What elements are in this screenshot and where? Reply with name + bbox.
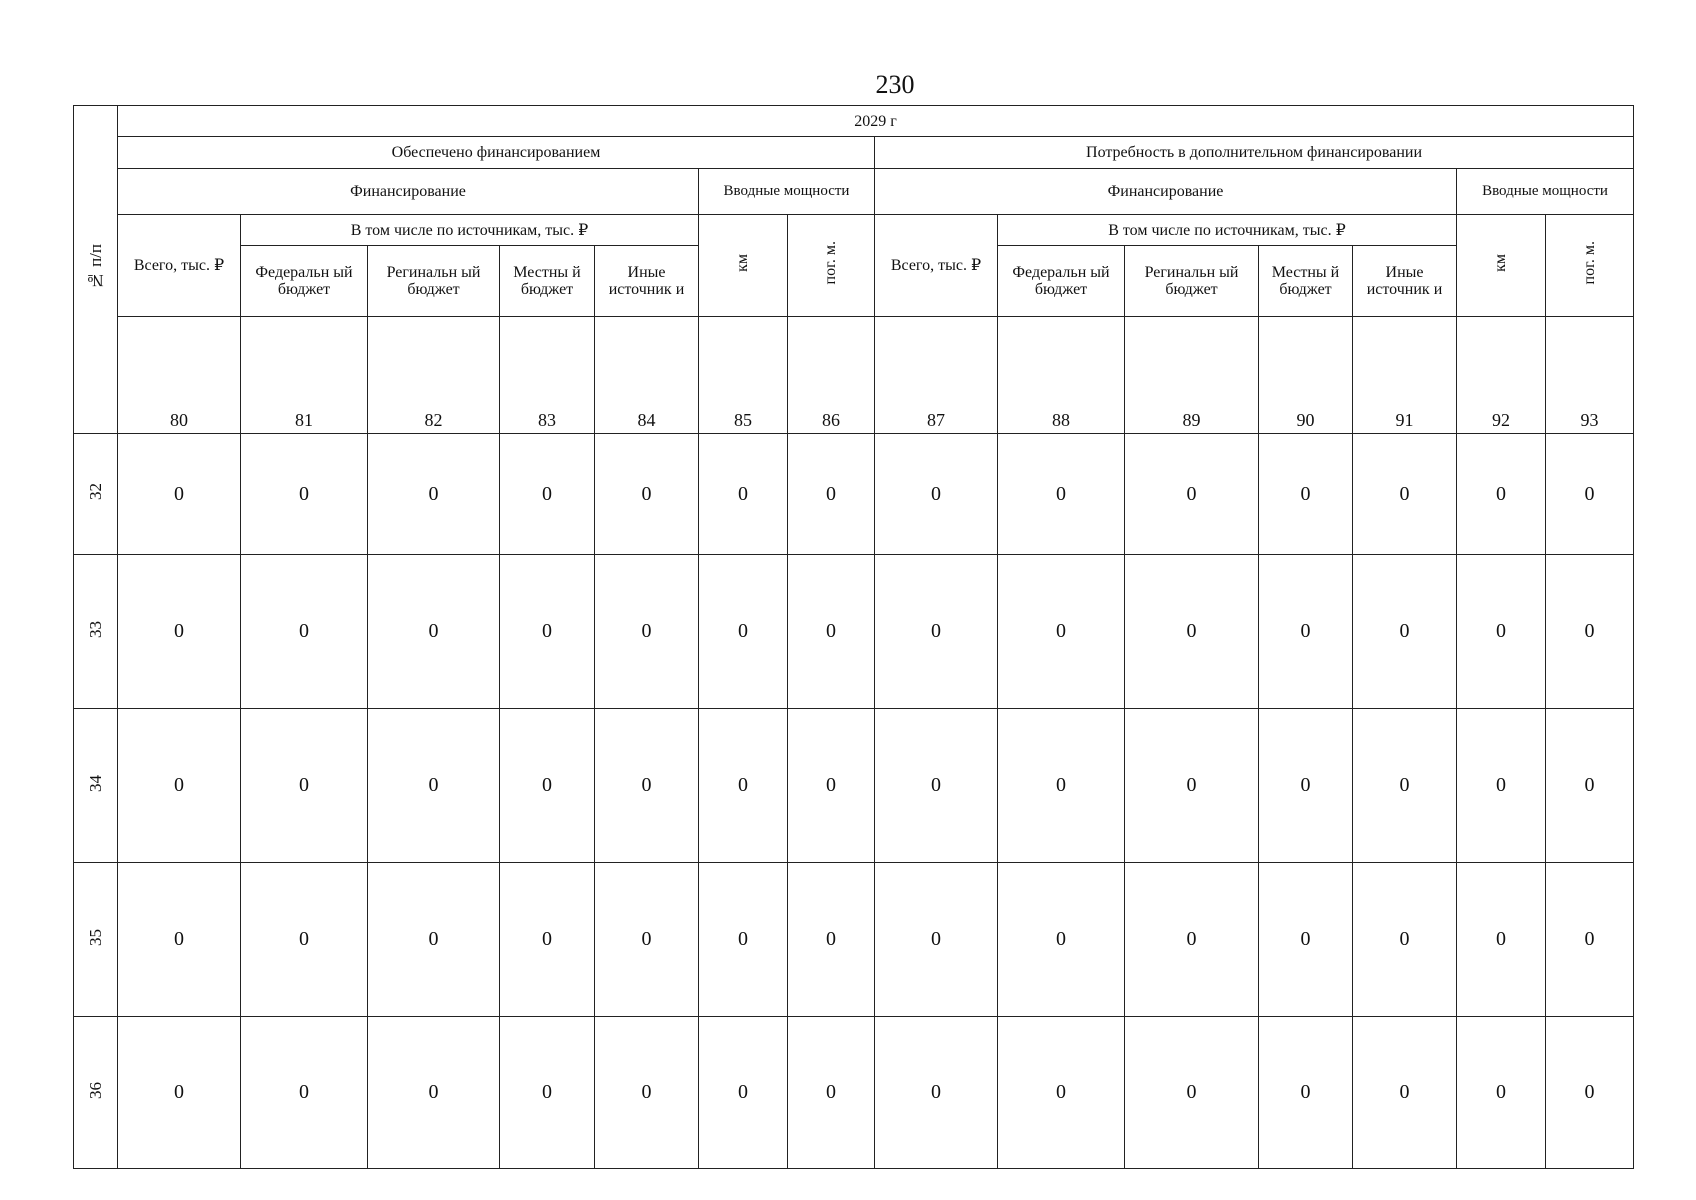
column-number-row [74,317,1634,434]
total-header: Всего, тыс. ₽ [118,215,241,317]
financing-header: Финансирование [118,169,699,215]
table-cell: 0 [998,555,1125,709]
row-number: 34 [74,709,118,863]
running-m-header-2: пог. м. [1546,215,1634,317]
table-cell: 0 [699,863,788,1017]
table-cell: 0 [241,709,368,863]
column-number: 80 [118,317,241,434]
table-cell: 0 [998,863,1125,1017]
km-header: км [699,215,788,317]
column-number: 81 [241,317,368,434]
table-cell: 0 [500,709,595,863]
table-cell: 0 [1546,555,1634,709]
federal-header-2: Федеральн ый бюджет [998,246,1125,317]
table-cell: 0 [699,434,788,555]
table-cell: 0 [788,1017,875,1169]
column-number: 84 [595,317,699,434]
regional-header: Регинальн ый бюджет [368,246,500,317]
column-number: 89 [1125,317,1259,434]
table-cell: 0 [1125,863,1259,1017]
table-cell: 0 [1546,434,1634,555]
by-sources-header-2: В том числе по источникам, тыс. ₽ [998,215,1457,246]
table-cell: 0 [788,434,875,555]
table-cell: 0 [1546,1017,1634,1169]
table-cell: 0 [699,1017,788,1169]
table-cell: 0 [368,1017,500,1169]
table-cell: 0 [368,555,500,709]
table-row [74,863,1634,1017]
table-cell: 0 [875,1017,998,1169]
table-cell: 0 [1353,1017,1457,1169]
table-cell: 0 [788,555,875,709]
column-number: 93 [1546,317,1634,434]
local-header-2: Местны й бюджет [1259,246,1353,317]
financing-table-body [73,105,1634,1169]
local-header: Местны й бюджет [500,246,595,317]
table-row [74,1017,1634,1169]
table-cell: 0 [500,434,595,555]
row-number: 36 [74,1017,118,1169]
page-number: 230 [875,70,915,99]
table-cell: 0 [241,863,368,1017]
table-cell: 0 [1353,434,1457,555]
table-cell: 0 [118,863,241,1017]
table-cell: 0 [1546,863,1634,1017]
table-cell: 0 [595,1017,699,1169]
table-cell: 0 [118,434,241,555]
additional-section-header: Потребность в дополнительном финансировании [875,137,1634,169]
other-header: Иные источник и [595,246,699,317]
column-number: 88 [998,317,1125,434]
column-number: 90 [1259,317,1353,434]
table-cell: 0 [1353,863,1457,1017]
capacity-header-2: Вводные мощности [1457,169,1634,215]
table-cell: 0 [1457,555,1546,709]
table-cell: 0 [595,863,699,1017]
table-cell: 0 [699,555,788,709]
table-cell: 0 [241,434,368,555]
table-cell: 0 [1259,434,1353,555]
table-cell: 0 [1125,1017,1259,1169]
column-number: 92 [1457,317,1546,434]
table-cell: 0 [500,863,595,1017]
table-cell: 0 [118,709,241,863]
table-cell: 0 [368,434,500,555]
table-cell: 0 [875,709,998,863]
table-cell: 0 [998,434,1125,555]
financing-header-2: Финансирование [875,169,1457,215]
secured-section-header: Обеспечено финансированием [118,137,875,169]
regional-header-2: Регинальн ый бюджет [1125,246,1259,317]
column-number: 85 [699,317,788,434]
table-cell: 0 [368,863,500,1017]
table-row [74,709,1634,863]
column-number: 82 [368,317,500,434]
table-row [74,555,1634,709]
total-header-2: Всего, тыс. ₽ [875,215,998,317]
table-cell: 0 [875,555,998,709]
table-cell: 0 [1457,1017,1546,1169]
column-number: 87 [875,317,998,434]
other-header-2: Иные источник и [1353,246,1457,317]
table-cell: 0 [998,709,1125,863]
table-cell: 0 [788,709,875,863]
table-cell: 0 [1457,434,1546,555]
year-header: 2029 г [118,106,1634,137]
table-cell: 0 [500,555,595,709]
row-number-header: № п/п [74,106,118,434]
table-cell: 0 [1259,863,1353,1017]
table-cell: 0 [875,434,998,555]
table-cell: 0 [595,709,699,863]
table-cell: 0 [699,709,788,863]
km-header-2: км [1457,215,1546,317]
table-cell: 0 [595,434,699,555]
table-cell: 0 [1125,709,1259,863]
table-cell: 0 [1125,555,1259,709]
table-cell: 0 [118,1017,241,1169]
table-cell: 0 [1457,863,1546,1017]
column-number: 83 [500,317,595,434]
capacity-header: Вводные мощности [699,169,875,215]
table-cell: 0 [595,555,699,709]
table-cell: 0 [241,555,368,709]
table-cell: 0 [788,863,875,1017]
table-cell: 0 [1353,709,1457,863]
column-number: 86 [788,317,875,434]
table-cell: 0 [241,1017,368,1169]
table-row [74,434,1634,555]
table-cell: 0 [1457,709,1546,863]
column-number: 91 [1353,317,1457,434]
running-m-header: пог. м. [788,215,875,317]
by-sources-header: В том числе по источникам, тыс. ₽ [241,215,699,246]
table-cell: 0 [1353,555,1457,709]
table-cell: 0 [500,1017,595,1169]
table-cell: 0 [118,555,241,709]
row-number: 32 [74,434,118,555]
federal-header: Федеральн ый бюджет [241,246,368,317]
table-cell: 0 [1546,709,1634,863]
row-number: 35 [74,863,118,1017]
table-cell: 0 [875,863,998,1017]
table-cell: 0 [1125,434,1259,555]
row-number: 33 [74,555,118,709]
table-cell: 0 [998,1017,1125,1169]
table-cell: 0 [1259,1017,1353,1169]
table-cell: 0 [1259,709,1353,863]
table-cell: 0 [368,709,500,863]
table-cell: 0 [1259,555,1353,709]
